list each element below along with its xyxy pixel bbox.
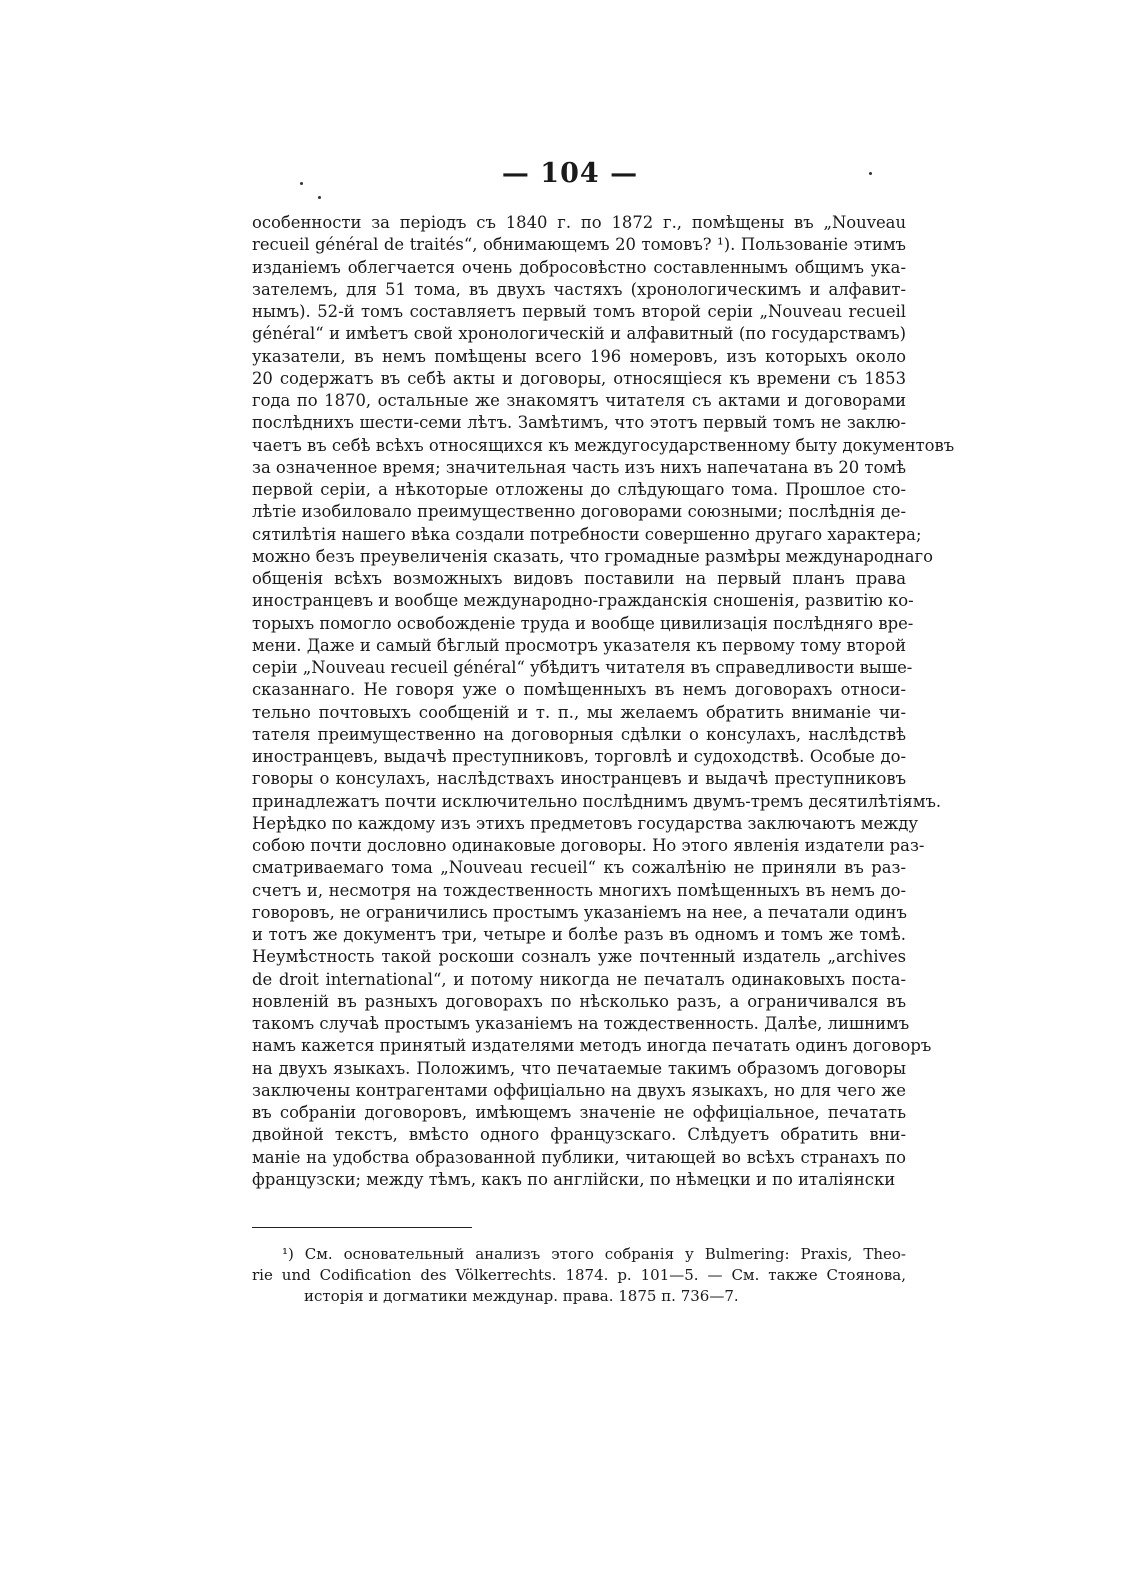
- body-line: de droit international“, и потому никогда не печаталъ одинаковыхъ поста-: [252, 969, 906, 989]
- footnote-line: исторія и догматики междунар. права. 1875 п. 736—7.: [304, 1287, 739, 1305]
- footnote-line: ¹) См. основательный анализъ этого собранія у Bulmering: Praxis, Theo-: [282, 1245, 906, 1263]
- body-line: общенія всѣхъ возможныхъ видовъ поставили на первый планъ права: [252, 569, 906, 588]
- body-line: послѣднихъ шести-семи лѣтъ. Замѣтимъ, что этотъ первый томъ не заклю-: [252, 413, 906, 433]
- body-line: намъ кажется принятый издателями методъ иногда печатать одинъ договоръ: [252, 1036, 932, 1056]
- body-line: въ собраніи договоровъ, имѣющемъ значеніе не оффиціальное, печатать: [252, 1103, 906, 1122]
- body-line: на двухъ языкахъ. Положимъ, что печатаемые такимъ образомъ договоры: [252, 1058, 906, 1078]
- body-line: 20 содержатъ въ себѣ акты и договоры, относящіеся къ времени съ 1853: [252, 368, 906, 388]
- body-line: лѣтіе изобиловало преимущественно договорами союзными; послѣднія де-: [252, 502, 906, 522]
- body-line: указатели, въ немъ помѣщены всего 196 номеровъ, изъ которыхъ около: [252, 346, 906, 366]
- body-line: принадлежатъ почти исключительно послѣднимъ двумъ-тремъ десятилѣтіямъ.: [252, 791, 942, 811]
- body-line: Нерѣдко по каждому изъ этихъ предметовъ государства заключаютъ между: [252, 813, 919, 833]
- body-line: зателемъ, для 51 тома, въ двухъ частяхъ (хронологическимъ и алфавит-: [252, 279, 906, 299]
- body-line: Неумѣстность такой роскоши созналъ уже почтенный издатель „archives: [252, 947, 906, 967]
- body-line: серіи „Nouveau recueil général“ убѣдитъ читателя въ справедливости выше-: [252, 658, 913, 677]
- body-line: можно безъ преувеличенія сказать, что громадные размѣры международнаго: [252, 546, 934, 566]
- body-line: изданіемъ облегчается очень добросовѣстно составленнымъ общимъ ука-: [252, 257, 906, 277]
- body-line: сятилѣтія нашего вѣка создали потребности совершенно другаго характера;: [252, 524, 922, 544]
- body-line: маніе на удобства образованной публики, читающей во всѣхъ странахъ по: [252, 1147, 906, 1167]
- body-line: двойной текстъ, вмѣсто одного французскаго. Слѣдуетъ обратить вни-: [252, 1125, 906, 1145]
- footnotes: [252, 1244, 906, 1307]
- body-line: тателя преимущественно на договорныя сдѣлки о консулахъ, наслѣдствѣ: [252, 724, 906, 744]
- body-line: мени. Даже и самый бѣглый просмотръ указателя къ первому тому второй: [252, 635, 906, 655]
- body-line: général“ и имѣетъ свой хронологическій и алфавитный (по государствамъ): [252, 324, 906, 344]
- body-line: говоровъ, не ограничились простымъ указаніемъ на нее, а печатали одинъ: [252, 902, 907, 922]
- body-line: тельно почтовыхъ сообщеній и т. п., мы желаемъ обратить вниманіе чи-: [252, 702, 906, 722]
- footnote-line: rie und Codification des Völkerrechts. 1874. p. 101—5. — См. также Стоянова,: [252, 1266, 906, 1284]
- body-line: заключены контрагентами оффиціально на двухъ языкахъ, но для чего же: [252, 1080, 906, 1100]
- body-text: [252, 212, 955, 1191]
- body-line: торыхъ помогло освобожденіе труда и вообще цивилизація послѣдняго вре-: [252, 613, 914, 633]
- body-line: и тотъ же документъ три, четыре и болѣе разъ въ одномъ и томъ же томѣ.: [252, 925, 906, 944]
- body-line: такомъ случаѣ простымъ указаніемъ на тождественность. Далѣе, лишнимъ: [252, 1014, 910, 1033]
- body-line: иностранцевъ, выдачѣ преступниковъ, торговлѣ и судоходствѣ. Особые до-: [252, 747, 906, 766]
- body-line: новленій въ разныхъ договорахъ по нѣсколько разъ, а ограничивался въ: [252, 991, 906, 1011]
- body-line: за означенное время; значительная часть изъ нихъ напечатана въ 20 томѣ: [252, 457, 906, 477]
- footnote-separator: [252, 1227, 472, 1228]
- body-line: recueil général de traités“, обнимающемъ 20 томовъ? ¹). Пользованіе этимъ: [252, 235, 906, 255]
- body-line: сказаннаго. Не говоря уже о помѣщенныхъ въ немъ договорахъ относи-: [252, 680, 906, 700]
- body-line: чаетъ въ себѣ всѣхъ относящихся къ междугосударственному быту документовъ: [252, 435, 955, 455]
- body-line: года по 1870, остальные же знакомятъ читателя съ актами и договорами: [252, 391, 906, 410]
- body-line: счетъ и, несмотря на тождественность многихъ помѣщенныхъ въ немъ до-: [252, 880, 906, 900]
- body-line: сматриваемаго тома „Nouveau recueil“ къ сожалѣнію не приняли въ раз-: [252, 858, 906, 878]
- body-line: нымъ). 52-й томъ составляетъ первый томъ второй серіи „Nouveau recueil: [252, 302, 906, 321]
- body-line: французски; между тѣмъ, какъ по англійски, по нѣмецки и по италіянски: [252, 1169, 896, 1189]
- body-line: собою почти дословно одинаковые договоры. Но этого явленія издатели раз-: [252, 836, 925, 855]
- body-line: иностранцевъ и вообще международно-гражданскія сношенія, развитію ко-: [252, 591, 914, 611]
- body-line: особенности за періодъ съ 1840 г. по 1872 г., помѣщены въ „Nouveau: [252, 213, 906, 232]
- body-line: говоры о консулахъ, наслѣдствахъ иностранцевъ и выдачѣ преступниковъ: [252, 769, 906, 789]
- body-line: первой серіи, а нѣкоторые отложены до слѣдующаго тома. Прошлое сто-: [252, 480, 906, 499]
- print-speck: [318, 196, 321, 199]
- page-number: — 104 —: [501, 158, 639, 189]
